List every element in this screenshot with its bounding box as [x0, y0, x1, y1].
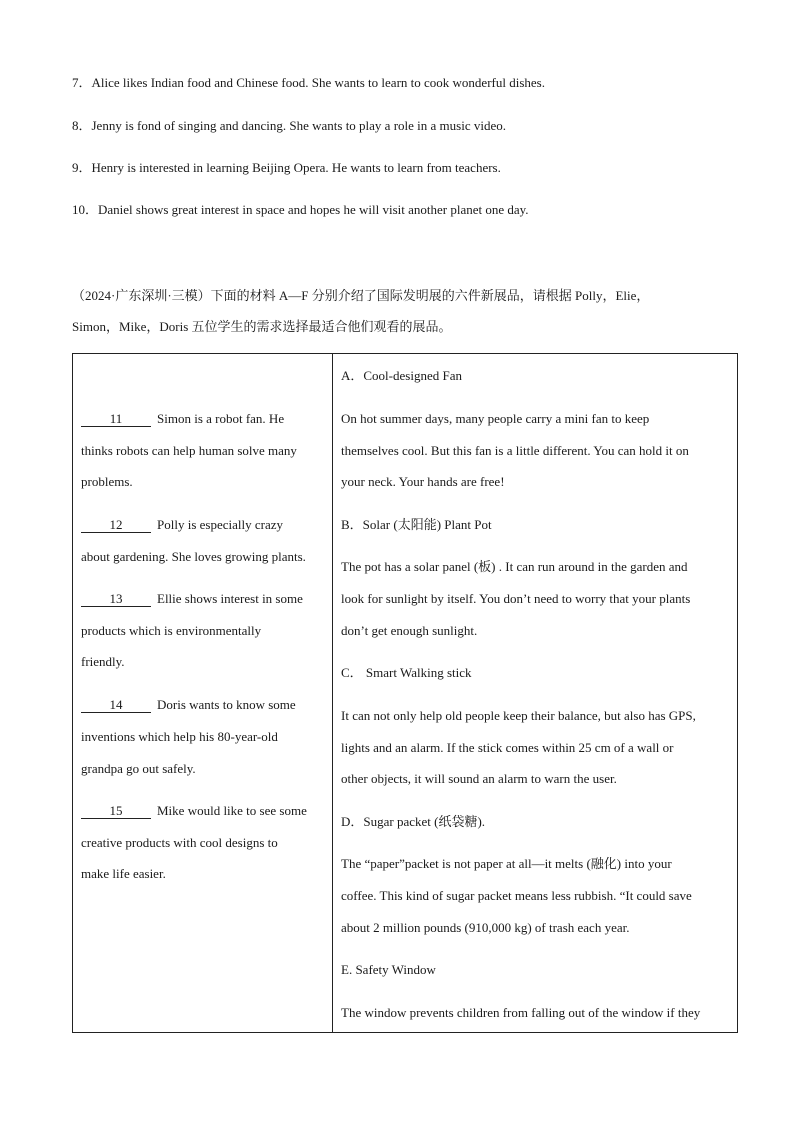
product-e-title: E. Safety Window [341, 962, 436, 977]
student-15-line-2: creative products with cool designs to [81, 835, 278, 850]
question-9: 9．Henry is interested in learning Beijing Opera. He wants to learn from teachers. [72, 160, 501, 175]
product-d-line-1: The “paper”packet is not paper at all—it melts (融化) into your [341, 856, 672, 871]
product-c-title: C． Smart Walking stick [341, 665, 472, 680]
product-d-title: D．Sugar packet (纸袋糖). [341, 814, 486, 829]
student-11-line-2: thinks robots can help human solve many [81, 443, 297, 458]
section-intro-line-1: （2024·广东深圳·三模）下面的材料 A—F 分别介绍了国际发明展的六件新展品，请根据 Polly，Elie， [72, 288, 650, 303]
student-14-line-2: inventions which help his 80-year-old [81, 729, 278, 744]
product-d-line-2: coffee. This kind of sugar packet means less rubbish. “It could save [341, 888, 692, 903]
product-c-line-3: other objects, it will sound an alarm to warn the user. [341, 771, 617, 786]
product-b-line-1: The pot has a solar panel (板) . It can run around in the garden and [341, 559, 688, 574]
product-d-line-3: about 2 million pounds (910,000 kg) of trash each year. [341, 920, 630, 935]
product-e-line-1: The window prevents children from falling out of the window if they [341, 1005, 701, 1020]
product-a-line-2: themselves cool. But this fan is a little different. You can hold it on [341, 443, 689, 458]
question-7: 7．Alice likes Indian food and Chinese food. She wants to learn to cook wonderful dishes. [72, 75, 545, 90]
section-intro-line-2: Simon，Mike，Doris 五位学生的需求选择最适合他们观看的展品。 [72, 319, 452, 334]
matching-table [72, 353, 738, 1033]
student-13-line-3: friendly. [81, 654, 125, 669]
student-11-line-1: 11 Simon is a robot fan. He [81, 411, 284, 427]
student-12-line-2: about gardening. She loves growing plants. [81, 549, 306, 564]
student-15-line-1: 15 Mike would like to see some [81, 803, 307, 819]
question-10: 10．Daniel shows great interest in space and hopes he will visit another planet one day. [72, 202, 529, 217]
answer-blank-15[interactable]: 15 [81, 804, 151, 819]
product-c-line-2: lights and an alarm. If the stick comes within 25 cm of a wall or [341, 740, 674, 755]
student-13-line-1: 13 Ellie shows interest in some [81, 591, 303, 607]
product-a-title: A．Cool-designed Fan [341, 368, 462, 383]
answer-blank-14[interactable]: 14 [81, 698, 151, 713]
product-b-line-3: don’t get enough sunlight. [341, 623, 478, 638]
answer-blank-11[interactable]: 11 [81, 412, 151, 427]
student-14-line-3: grandpa go out safely. [81, 761, 196, 776]
student-12-line-1: 12 Polly is especially crazy [81, 517, 283, 533]
student-14-line-1: 14 Doris wants to know some [81, 697, 296, 713]
question-8: 8．Jenny is fond of singing and dancing. She wants to play a role in a music video. [72, 118, 506, 133]
student-11-line-3: problems. [81, 474, 133, 489]
answer-blank-13[interactable]: 13 [81, 592, 151, 607]
products-column [333, 354, 738, 1033]
product-a-line-1: On hot summer days, many people carry a mini fan to keep [341, 411, 650, 426]
answer-blank-12[interactable]: 12 [81, 518, 151, 533]
product-b-line-2: look for sunlight by itself. You don’t need to worry that your plants [341, 591, 691, 606]
product-b-title: B．Solar (太阳能) Plant Pot [341, 517, 492, 532]
students-column [73, 354, 333, 1033]
product-a-line-3: your neck. Your hands are free! [341, 474, 505, 489]
student-15-line-3: make life easier. [81, 866, 166, 881]
student-13-line-2: products which is environmentally [81, 623, 262, 638]
product-c-line-1: It can not only help old people keep their balance, but also has GPS, [341, 708, 696, 723]
